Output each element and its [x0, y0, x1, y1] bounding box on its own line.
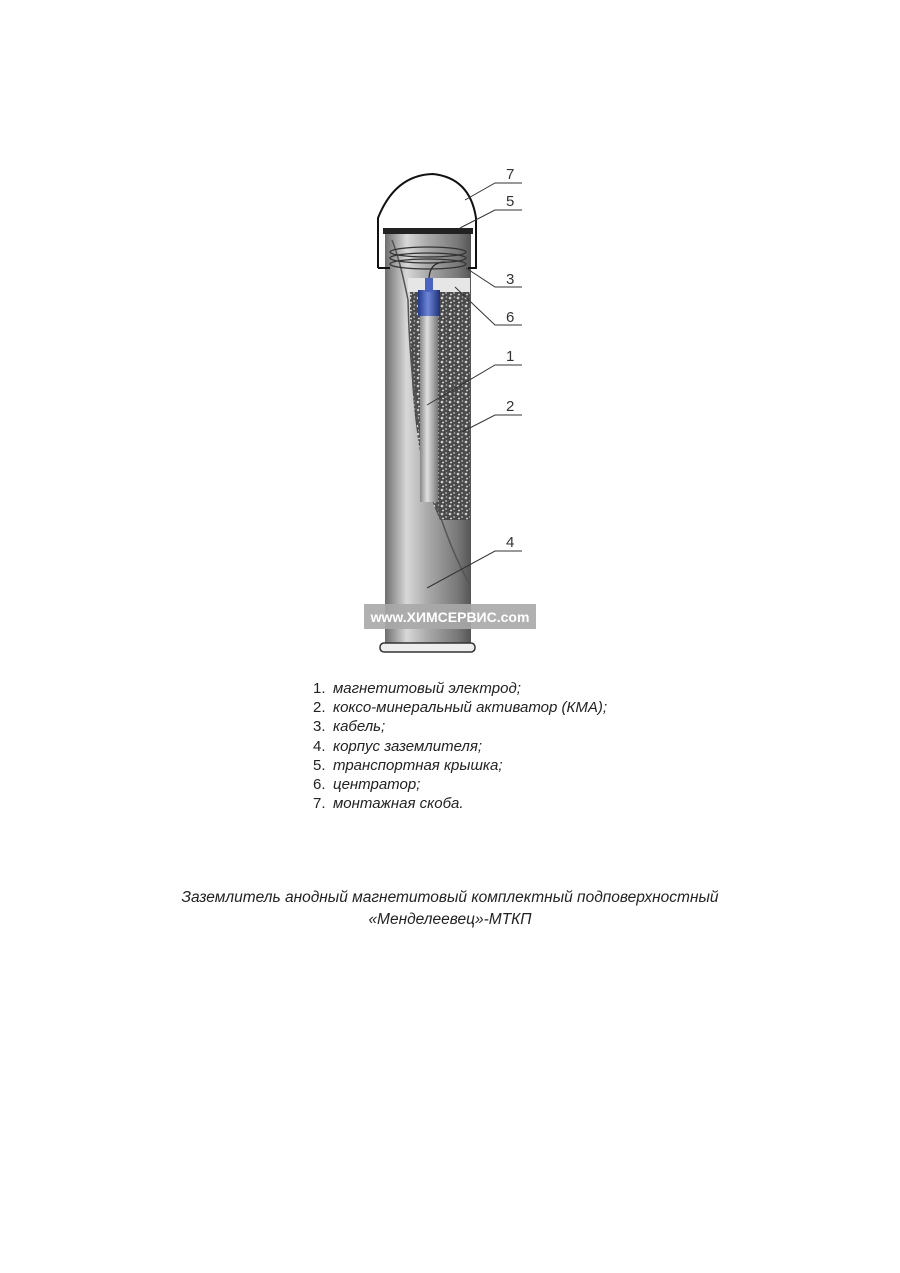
legend-num: 1.	[313, 680, 326, 697]
legend-text: монтажная скоба.	[333, 795, 464, 813]
legend-item	[313, 775, 607, 794]
legend-list	[313, 679, 607, 813]
legend-text: магнетитовый электрод;	[333, 680, 521, 697]
legend-num: 7.	[313, 795, 326, 813]
callout-5: 5	[506, 193, 515, 210]
callout-7: 7	[506, 166, 515, 183]
legend-text: коксо-минеральный активатор (КМА);	[333, 699, 608, 717]
legend-item	[313, 698, 607, 717]
legend-num: 2.	[313, 699, 326, 717]
legend-text: транспортная крышка;	[333, 756, 503, 774]
legend-num: 6.	[313, 776, 326, 794]
callout-4: 4	[506, 534, 515, 551]
legend-num: 4.	[313, 737, 326, 755]
legend-item	[313, 756, 607, 775]
caption-line-2: «Менделеевец»-МТКП	[368, 911, 532, 928]
watermark-text: www.ХИМСЕРВИС.com	[370, 609, 530, 625]
legend-item	[313, 794, 607, 813]
legend-item	[313, 717, 607, 736]
legend-text: центратор;	[333, 776, 421, 794]
callout-1: 1	[506, 348, 515, 365]
callout-3: 3	[506, 271, 515, 288]
callout-2: 2	[506, 398, 515, 415]
legend-text: кабель;	[333, 718, 386, 736]
watermark	[364, 604, 536, 629]
caption-line-1: Заземлитель анодный магнетитовый комплектный подповерхностный	[181, 889, 719, 906]
legend-item	[313, 679, 607, 698]
legend-item	[313, 737, 607, 756]
legend-num: 5.	[313, 756, 326, 774]
legend-text: корпус заземлителя;	[333, 737, 483, 755]
legend-num: 3.	[313, 718, 326, 736]
callout-6: 6	[506, 309, 515, 326]
callout-numbers	[506, 166, 514, 551]
